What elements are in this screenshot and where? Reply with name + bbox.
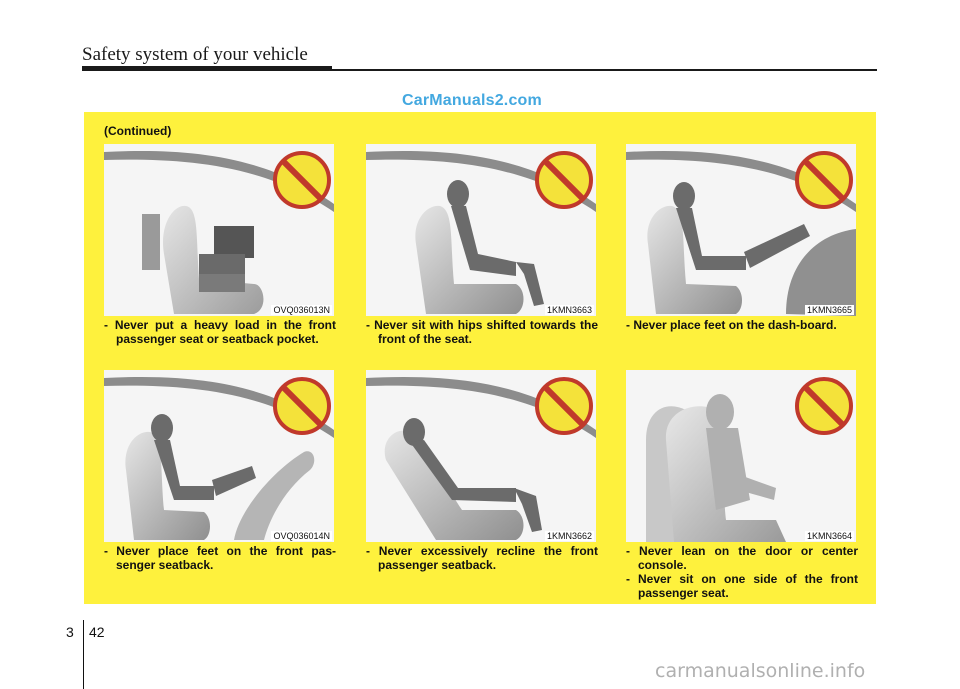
figure-feet-seatback <box>104 370 334 542</box>
figure-hips-shifted <box>366 144 596 316</box>
figure-code: 1KMN3664 <box>806 531 852 541</box>
caption-line: - Never excessively recline the front passenger seatback. <box>366 544 598 572</box>
figure-code: 1KMN3663 <box>546 305 592 315</box>
mannequin <box>151 414 256 500</box>
prohibition-icon <box>275 379 329 433</box>
prohibition-icon <box>797 379 851 433</box>
header-rule-thick <box>82 66 332 71</box>
caption-heavy-load <box>104 318 336 346</box>
caption-hips-shifted <box>366 318 598 346</box>
figure-code: 1KMN3662 <box>546 531 592 541</box>
figure-heavy-load <box>104 144 334 316</box>
caption-line: - Never lean on the door or center console. <box>626 544 858 572</box>
page-number-divider <box>83 620 84 689</box>
caption-line: - Never sit with hips shifted towards the front of the seat. <box>366 318 598 346</box>
figure-code: OVQ036014N <box>273 531 330 541</box>
caption-feet-dashboard <box>626 318 858 332</box>
footer-watermark-link[interactable]: carmanualsonline.info <box>655 660 866 682</box>
heavy-box-top <box>214 226 254 258</box>
front-seatback <box>234 451 314 540</box>
caption-line: - Never put a heavy load in the front passenger seat or seatback pocket. <box>104 318 336 346</box>
prohibition-icon <box>537 379 591 433</box>
figure-recline <box>366 370 596 542</box>
figure-lean-door <box>626 370 856 542</box>
chapter-number: 3 <box>66 624 74 640</box>
prohibition-icon <box>275 153 329 207</box>
page-number: 42 <box>89 624 105 640</box>
seatback-pocket-load <box>142 214 160 270</box>
top-watermark-link[interactable]: CarManuals2.com <box>402 92 542 109</box>
caption-line: - Never place feet on the front pas-senger seatback. <box>104 544 336 572</box>
caption-feet-seatback <box>104 544 336 572</box>
header-rule-thin <box>332 69 877 71</box>
figure-code: OVQ036013N <box>273 305 330 315</box>
figure-code: 1KMN3665 <box>806 305 852 315</box>
mannequin <box>706 394 776 510</box>
caption-line: - Never place feet on the dash-board. <box>626 318 837 332</box>
prohibition-icon <box>797 153 851 207</box>
mannequin <box>673 182 810 270</box>
page-header-title: Safety system of your vehicle <box>82 44 308 65</box>
heavy-box-bottom <box>199 274 245 292</box>
caption-recline <box>366 544 598 572</box>
prohibition-icon <box>537 153 591 207</box>
caption-lean-door <box>626 544 858 600</box>
figure-feet-dashboard <box>626 144 856 316</box>
caption-line: - Never sit on one side of the front passenger seat. <box>626 572 858 600</box>
continued-label: (Continued) <box>104 124 172 138</box>
